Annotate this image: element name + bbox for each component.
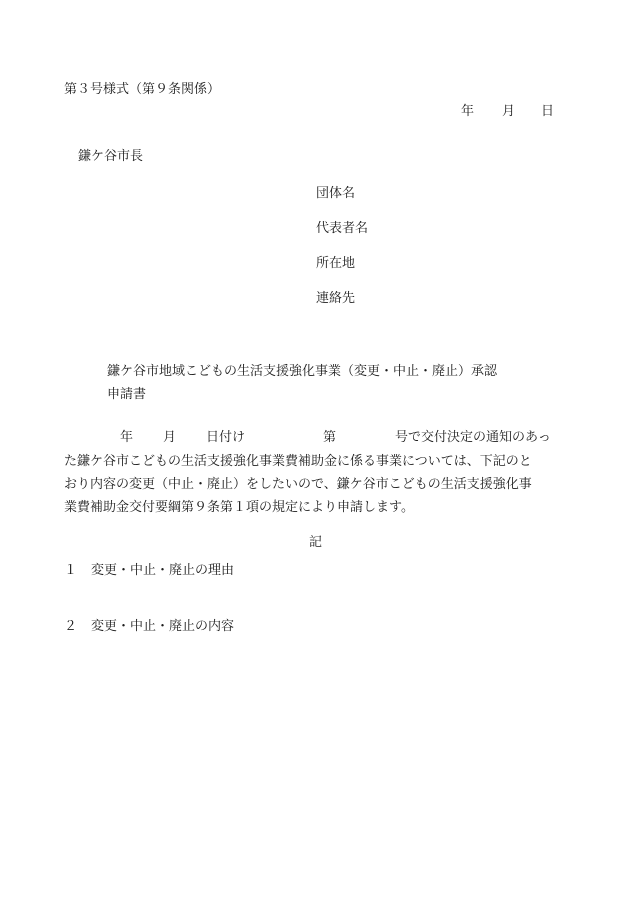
body-month-label: 月 xyxy=(163,430,177,445)
body-line-3: おり内容の変更（中止・廃止）をしたいので、鎌ケ谷市こどもの生活支援強化事 xyxy=(64,477,532,492)
document-title: 鎌ケ谷市地域こどもの生活支援強化事業（変更・中止・廃止）承認 xyxy=(107,364,498,379)
contact-label: 連絡先 xyxy=(316,291,356,306)
item-text: 変更・中止・廃止の内容 xyxy=(91,619,235,634)
address-label: 所在地 xyxy=(316,256,356,271)
date-year-label: 年 xyxy=(461,104,475,119)
body-year-label: 年 xyxy=(120,430,134,445)
recipient: 鎌ケ谷市長 xyxy=(78,149,144,164)
item-text: 変更・中止・廃止の理由 xyxy=(91,563,235,578)
item-number: １ xyxy=(64,563,78,578)
form-number: 第３号様式（第９条関係） xyxy=(64,82,221,97)
body-line-2: た鎌ケ谷市こどもの生活支援強化事業費補助金に係る事業については、下記のと xyxy=(64,454,532,469)
body-dated-label: 日付け xyxy=(206,430,246,445)
date-day-label: 日 xyxy=(541,104,555,119)
body-line-4: 業費補助金交付要綱第９条第１項の規定により申請します。 xyxy=(64,500,414,515)
representative-name-label: 代表者名 xyxy=(316,221,369,236)
date-month-label: 月 xyxy=(502,104,516,119)
body-number-prefix: 第 xyxy=(323,430,337,445)
organization-name-label: 団体名 xyxy=(316,186,356,201)
ki-heading: 記 xyxy=(309,535,323,550)
item-number: ２ xyxy=(64,619,78,634)
document-title-continued: 申請書 xyxy=(107,387,147,402)
body-line-1-rest: 号で交付決定の通知のあっ xyxy=(395,430,551,445)
